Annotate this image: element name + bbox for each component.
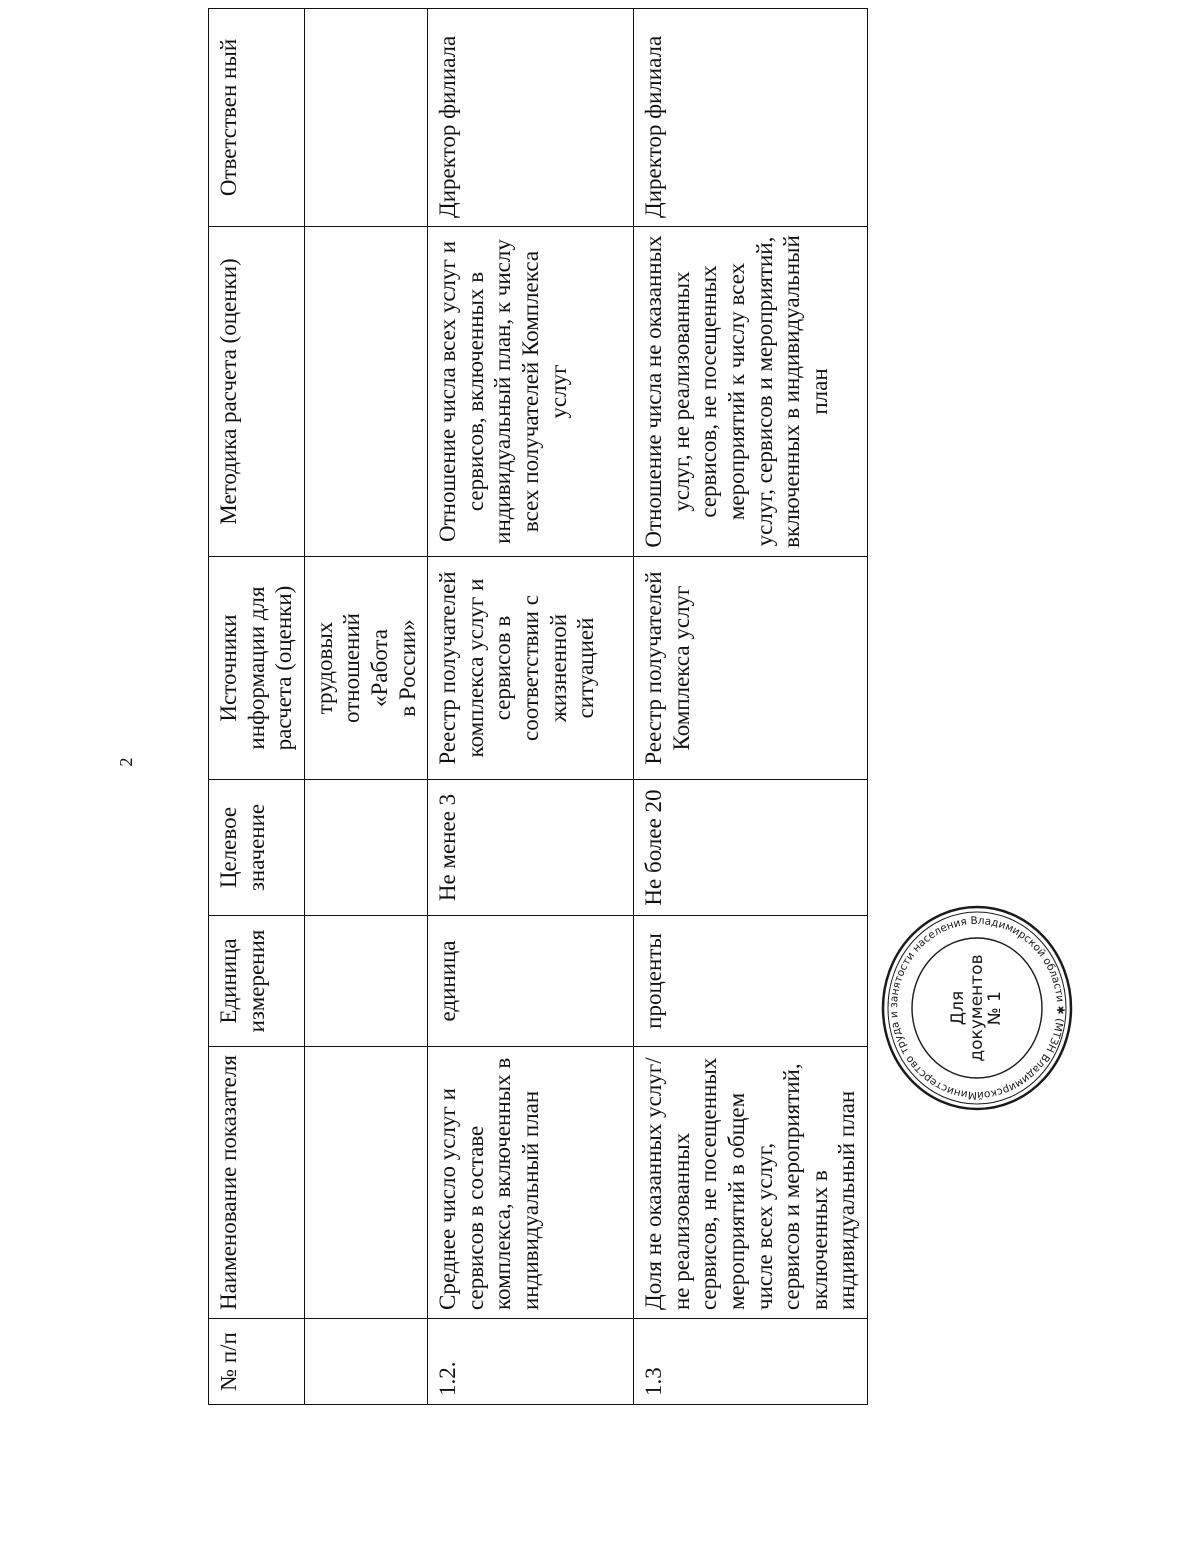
header-method: Методика расчета (оценки) — [209, 227, 305, 557]
cell-unit: единица — [428, 916, 634, 1047]
indicators-table — [208, 8, 868, 1405]
header-responsible: Ответствен ный — [209, 9, 305, 227]
seal-center-line2: документов — [966, 954, 987, 1062]
header-source: Источники информации для расчета (оценки) — [209, 557, 305, 780]
cell-unit: проценты — [634, 916, 868, 1047]
cell-method: Отношение числа всех услуг и сервисов, включенных в индивидуальный план, к числу всех получателей Комплекса услуг — [428, 227, 634, 557]
cell-name: Среднее число услуг и сервисов в составе комплекса, включенных в индивидуальный план — [428, 1047, 634, 1319]
seal-center-line1: Для — [947, 990, 968, 1026]
cell-responsible: Директор филиала — [634, 9, 868, 227]
seal-ring-text: Министерство труда и занятости населения Владимирской области ✱ (МТЗН Владимирской — [887, 914, 1067, 1102]
table-row — [428, 9, 634, 1405]
cell-method: Отношение числа не оказанных услуг, не реализованных сервисов, не посещенных мероприятий к числу всех услуг, сервисов и мероприятий, включенных в индивидуальный план — [634, 227, 868, 557]
cell-responsible: Директор филиала — [428, 9, 634, 227]
cell-source: Реестр получателей Комплекса услуг — [634, 557, 868, 780]
header-unit: Единица измерения — [209, 916, 305, 1047]
seal-center — [879, 903, 1075, 1113]
cell-num: 1.2. — [428, 1319, 634, 1405]
table-row — [634, 9, 868, 1405]
header-num: № п/п — [209, 1319, 305, 1405]
table-header-row — [209, 9, 305, 1405]
official-seal — [879, 903, 1075, 1113]
table-container — [208, 9, 860, 1405]
cell-num: 1.3 — [634, 1319, 868, 1405]
cell-name — [304, 1047, 427, 1319]
cell-unit — [304, 916, 427, 1047]
header-target: Целевое значение — [209, 780, 305, 916]
cell-name: Доля не оказанных услуг/ не реализованных сервисов, не посещенных мероприятий в общем числе всех услуг, сервисов и мероприятий, включенных в индивидуальный план — [634, 1047, 868, 1319]
cell-source: трудовых отношений «Работа в России» — [304, 557, 427, 780]
cell-responsible — [304, 9, 427, 227]
seal-center-line3: № 1 — [985, 991, 1006, 1025]
header-name: Наименование показателя — [209, 1047, 305, 1319]
cell-target: Не менее 3 — [428, 780, 634, 916]
cell-method — [304, 227, 427, 557]
cell-target: Не более 20 — [634, 780, 868, 916]
page-number: 2 — [116, 757, 136, 767]
table-row-continuation — [304, 9, 427, 1405]
cell-num — [304, 1319, 427, 1405]
cell-source: Реестр получателей комплекса услуг и сервисов в соответствии с жизненной ситуацией — [428, 557, 634, 780]
cell-target — [304, 780, 427, 916]
